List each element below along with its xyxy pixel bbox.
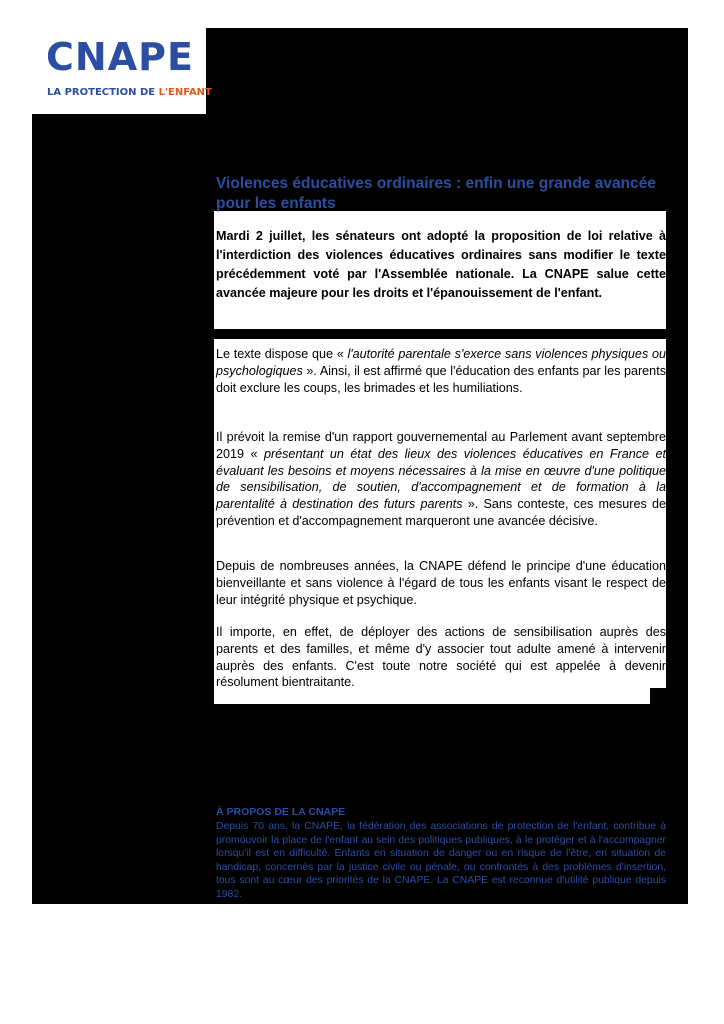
body-paragraph-3: Depuis de nombreuses années, la CNAPE défend le principe d'une éducation bienveillante et sans violence à l'égard de tous les enfants visant le respect de leur intégrité physique et psychique. bbox=[216, 559, 666, 607]
page-title: Violences éducatives ordinaires : enfin une grande avancée pour les enfants bbox=[216, 175, 656, 212]
para1-quote: l'autorité parentale s'exerce sans violences physiques ou psychologiques bbox=[216, 347, 666, 378]
logo-tagline-accent: L'ENFANT bbox=[158, 87, 212, 98]
body-paragraph-2 bbox=[216, 429, 666, 530]
body-paragraph-1 bbox=[216, 346, 666, 396]
body-paragraph-4: Il importe, en effet, de déployer des actions de sensibilisation auprès des parents et des familles, et même d'y associer tout adulte amené à intervenir auprès des enfants. C'est toute notre société qui est appelée à devenir résolument bientraitante. bbox=[216, 625, 666, 690]
para2-text-end: ». Sans conteste, ces mesures de prévention et d'accompagnement marqueront une avancée décisive. bbox=[216, 497, 666, 528]
para2-text-start: Il prévoit la remise d'un rapport gouvernemental au Parlement avant septembre 2019 « bbox=[216, 430, 666, 461]
cnape-logo: CNAPE bbox=[46, 35, 194, 79]
about-body: Depuis 70 ans, la CNAPE, la fédération des associations de protection de l'enfant, contribue à promouvoir la place de l'enfant au sein des politiques publiques, à le protéger et à l'accompagner lorsqu'il est en difficulté. Enfants en situation de danger ou en risque de l'être, en situation de handicap, concernés par la justice civile ou pénale, ou confrontés à des problèmes d'insertion, tous sont au cœur des priorités de la CNAPE. La CNAPE est reconnue d'utilité publique depuis 1982. bbox=[216, 821, 666, 900]
logo-tagline-main: LA PROTECTION DE bbox=[47, 87, 159, 98]
lead-paragraph: Mardi 2 juillet, les sénateurs ont adopté la proposition de loi relative à l'interdiction des violences éducatives ordinaires sans modifier le texte précédemment voté par l'Assemblée nationale. La CNAPE salue cette avancée majeure pour les droits et l'épanouissement de l'enfant. bbox=[216, 229, 666, 300]
about-title: À PROPOS DE LA CNAPE bbox=[216, 806, 346, 818]
para1-text-start: Le texte dispose que « bbox=[216, 347, 348, 361]
logo-tagline bbox=[47, 87, 212, 98]
black-tab bbox=[42, 326, 216, 344]
para2-quote: présentant un état des lieux des violences éducatives en France et évaluant les besoins et moyens nécessaires à la mise en œuvre d'une politique de sensibilisation, de soutien, d'accompagnement et de formation à la parentalité à destination des futurs parents bbox=[216, 446, 666, 512]
para1-text-end: ». Ainsi, il est affirmé que l'éducation des enfants par les parents doit exclure les coups, les brimades et les humiliations. bbox=[216, 363, 666, 395]
left-margin-strip bbox=[0, 114, 32, 344]
